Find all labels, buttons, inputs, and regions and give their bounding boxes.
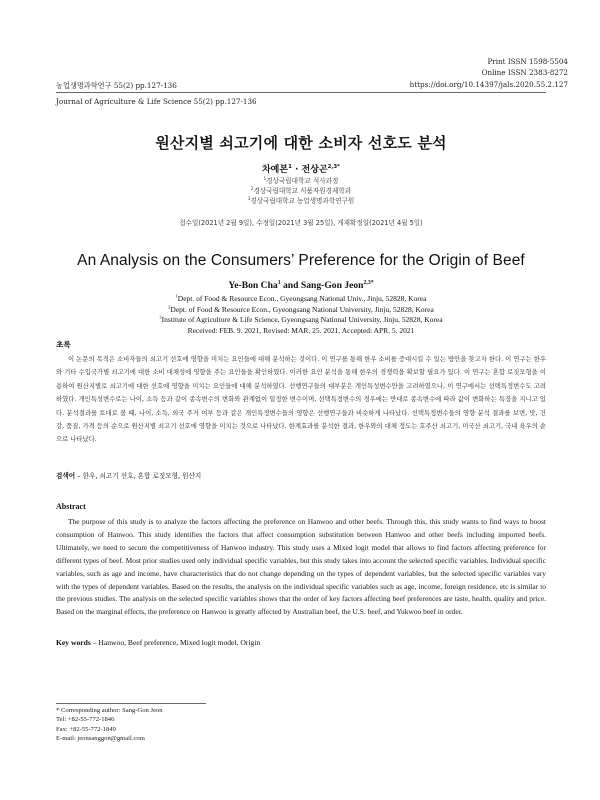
- affiliation-ko-2-sup: 2: [250, 185, 254, 191]
- abstract-en-heading: Abstract: [56, 502, 86, 511]
- title-ko: 원산지별 쇠고기에 대한 소비자 선호도 분석: [155, 134, 447, 152]
- affiliation-en-3: [56, 315, 546, 326]
- affiliation-en-1-text: Dept. of Food & Resource Econ., Gyeongsang National Univ., Jinju, 52828, Korea: [177, 294, 427, 303]
- affiliation-ko-2: [56, 186, 546, 196]
- affiliation-en-3-text: Institute of Agriculture & Life Science, Gyeongsang National University, Jinju, 52828, Korea: [161, 315, 443, 325]
- keywords-en-label: Key words: [56, 638, 91, 647]
- keywords-ko: [56, 470, 201, 480]
- footnote-fax: Fax: +82-55-772-1849: [56, 725, 116, 733]
- affiliation-en-3-sup: 3: [159, 314, 162, 320]
- affiliation-ko-3: [56, 196, 546, 206]
- affiliation-en-1: [56, 294, 546, 305]
- abstract-en-text: The purpose of this study is to analyze the factors affecting the preference on Hanwoo and other beefs. Through this, this study wants to find ways to boost consumption of Hanwoo. This study identifies the factors that affect consumption substitution between Hanwoo and other beefs including imported beefs. Ultimately, we need to secure the competitiveness of Hanwoo industry. This study uses a Mixed logit model that allows to find factors affecting preference for different types of beef. Most prior studies used only individual specific variables, but this study takes into account the selected specific variables. Individual specific variables, such as age and income, have characteristics that do not change depending on the types of dependent variables, but the selected specific variables vary with the types of dependent variables. Based on the results, the analysis on the individual specific variables such as age, income, foreign residence, etc is similar to the previous studies. The analysis on the selected specific variables shows that the order of key factors affecting beef preferences are taste, health, quality and price. Based on the marginal effects, the preference on Hanwoo is greatly affected by Australian beef, the U.S. beef, and Yukwoo beef in order.: [56, 517, 546, 617]
- header-rule: [56, 92, 546, 93]
- authors-ko: [56, 162, 546, 175]
- footnote-tel: Tel: +82-55-772-1846: [56, 716, 115, 724]
- author-en-and: and: [280, 280, 301, 291]
- affiliation-ko-1-sup: 1: [263, 175, 267, 181]
- title-en: An Analysis on the Consumers’ Preference for the Origin of Beef: [77, 252, 525, 269]
- author-en-1: Ye-Bon Cha: [228, 280, 278, 291]
- author-en-2: Sang-Gon Jeon: [300, 280, 364, 291]
- affiliation-ko-3-sup: 3: [247, 195, 251, 201]
- affiliation-ko-1: [56, 176, 546, 186]
- author-ko-2: 전상곤: [301, 165, 328, 175]
- journal-en-citation: Journal of Agriculture & Life Science 55(2) pp.127-136: [56, 97, 257, 106]
- keywords-ko-text: 한우, 쇠고기 선호, 혼합 로짓모형, 원산지: [82, 472, 202, 480]
- affiliation-en-2: [56, 305, 546, 316]
- footnote-email[interactable]: E-mail: jeonsanggon@gmail.com: [56, 735, 145, 743]
- dates-ko: 접수일(2021년 2월 9일), 수정일(2021년 3월 25일), 게재확정일(2021년 4월 5일): [179, 219, 423, 227]
- abstract-ko-heading: 초록: [56, 340, 71, 349]
- authors-en: [56, 280, 546, 291]
- keywords-ko-label: 검색어: [56, 472, 76, 480]
- author-ko-2-sup: 2,3*: [327, 164, 340, 170]
- footnote: [56, 706, 163, 744]
- online-issn: Online ISSN 2383-8272: [481, 68, 568, 77]
- affiliation-en-2-text: Dept. of Food & Resource Econ., Gyeongsang National University, Jinju, 52828, Korea: [170, 304, 434, 314]
- affiliation-ko-3-text: 경상국립대학교 농업생명과학연구원: [250, 197, 355, 205]
- affiliation-ko-1-text: 경상국립대학교 석사과정: [266, 177, 339, 185]
- doi-link[interactable]: https://doi.org/10.14397/jals.2020.55.2.127: [409, 80, 568, 89]
- author-en-1-sup: 1: [277, 279, 281, 286]
- affiliations-en: [56, 294, 546, 336]
- author-en-2-sup: 2,3*: [363, 279, 374, 286]
- author-ko-1-sup: 1: [288, 164, 292, 170]
- affiliation-ko-2-text: 경상국립대학교 식품자원경제학과: [253, 187, 352, 195]
- keywords-en-text: Hanwoo, Beef preference, Mixed logit model, Origin: [98, 638, 261, 647]
- affiliations-ko: [56, 176, 546, 206]
- abstract-ko-text: 이 논문의 목적은 소비자들의 쇠고기 선호에 영향을 미치는 요인들에 대해 분석하는 것이다. 이 연구를 통해 한우 소비를 증대시킬 수 있는 방안을 찾고자 한다. 이 연구는 한우와 기타 수입국가별 쇠고기에 대한 소비 대체성에 영향을 주는 요인들을 확인하였다. 이러한 요인 분석을 통해 한우의 경쟁력을 확보할 필요가 있다. 이 연구는 혼합 로짓모형을 이용하여 원산지별로 쇠고기에 대한 선호에 영향을 미치는 요인들에 대해 분석하였다. 선행연구들의 대부분은 개인특성변수만을 고려하였으나, 이 연구에서는 선택특정변수도 고려하였다. 개인특성변수로는 나이, 소득 등과 같이 종속변수의 변화와 관계없이 일정한 변수이며, 선택특정변수의 경우에는 반대로 종속변수에 따라 값이 변화하는 특징을 지니고 있다. 분석결과를 토대로 볼 때, 나이, 소득, 외국 주거 여부 등과 같은 개인특정변수들의 영향은 선행연구들과 비슷하게 나타났다. 선택특정변수들의 영향 분석 결과를 보면, 맛, 건강, 품질, 가격 등의 순으로 원산지별 쇠고기 선호에 영향을 미치는 것으로 나타났다. 한계효과를 분석한 결과, 한우와의 대체 정도는 호주산 쇠고기, 미국산 쇠고기, 국내 육우의 순으로 나타났다.: [56, 356, 546, 444]
- keywords-en: [56, 638, 260, 647]
- keywords-ko-dash: –: [75, 472, 83, 480]
- author-ko-separator: ·: [291, 165, 302, 175]
- affiliation-en-2-sup: 2: [168, 304, 171, 310]
- affiliation-en-1-sup: 1: [175, 293, 178, 299]
- journal-ko-citation: 농업생명과학연구 55(2) pp.127-136: [56, 81, 177, 90]
- footnote-rule: [56, 703, 206, 704]
- footnote-corresponding: * Corresponding author: Sang-Gon Jeon: [56, 707, 163, 714]
- keywords-en-dash: –: [90, 638, 99, 647]
- author-ko-1: 차예본: [261, 165, 289, 175]
- dates-en: Received: FEB. 9. 2021, Revised: MAR. 25. 2021, Accepted: APR. 5. 2021: [187, 325, 415, 335]
- print-issn: Print ISSN 1598-5504: [487, 57, 568, 66]
